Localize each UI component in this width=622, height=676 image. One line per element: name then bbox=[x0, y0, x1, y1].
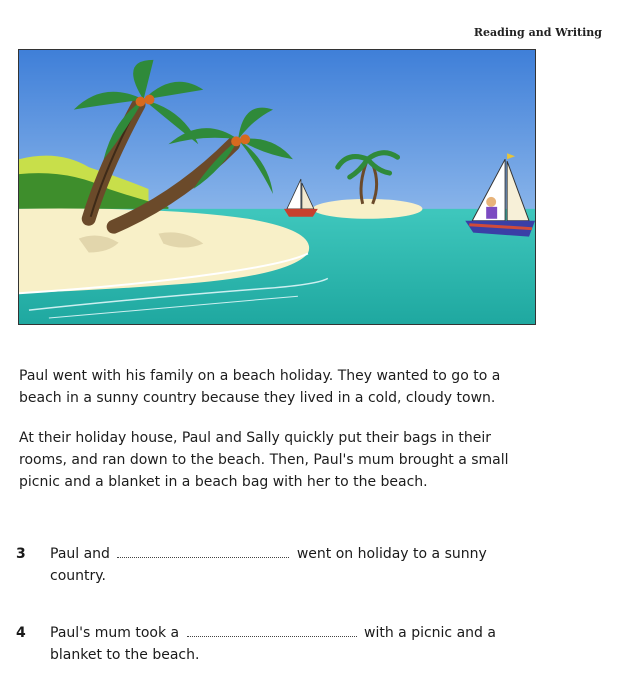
question-text-before: Paul's mum took a bbox=[50, 625, 180, 641]
question-text-after: went on holiday to a sunny bbox=[296, 546, 487, 562]
question-text-after: with a picnic and a bbox=[364, 625, 496, 641]
question-number: 4 bbox=[16, 625, 26, 641]
beach-scene-image bbox=[19, 50, 535, 324]
question-text-before: Paul and bbox=[50, 546, 110, 562]
question-continuation: blanket to the beach. bbox=[50, 647, 200, 663]
section-header: Reading and Writing bbox=[473, 26, 602, 39]
answer-blank[interactable] bbox=[187, 624, 357, 637]
question-line bbox=[50, 622, 496, 644]
question-number: 3 bbox=[16, 546, 26, 562]
beach-illustration bbox=[18, 49, 536, 325]
story-paragraph-2: At their holiday house, Paul and Sally quickly put their bags in their rooms, and ran down to the beach. Then, Paul's mum brought a small picnic and a blanket in a beach bag with her to the beach. bbox=[19, 430, 509, 490]
question-continuation: country. bbox=[50, 568, 106, 584]
question-line bbox=[50, 543, 487, 565]
story-paragraph-1: Paul went with his family on a beach holiday. They wanted to go to a beach in a sunny country because they lived in a cold, cloudy town. bbox=[19, 368, 501, 406]
answer-blank[interactable] bbox=[117, 545, 289, 558]
